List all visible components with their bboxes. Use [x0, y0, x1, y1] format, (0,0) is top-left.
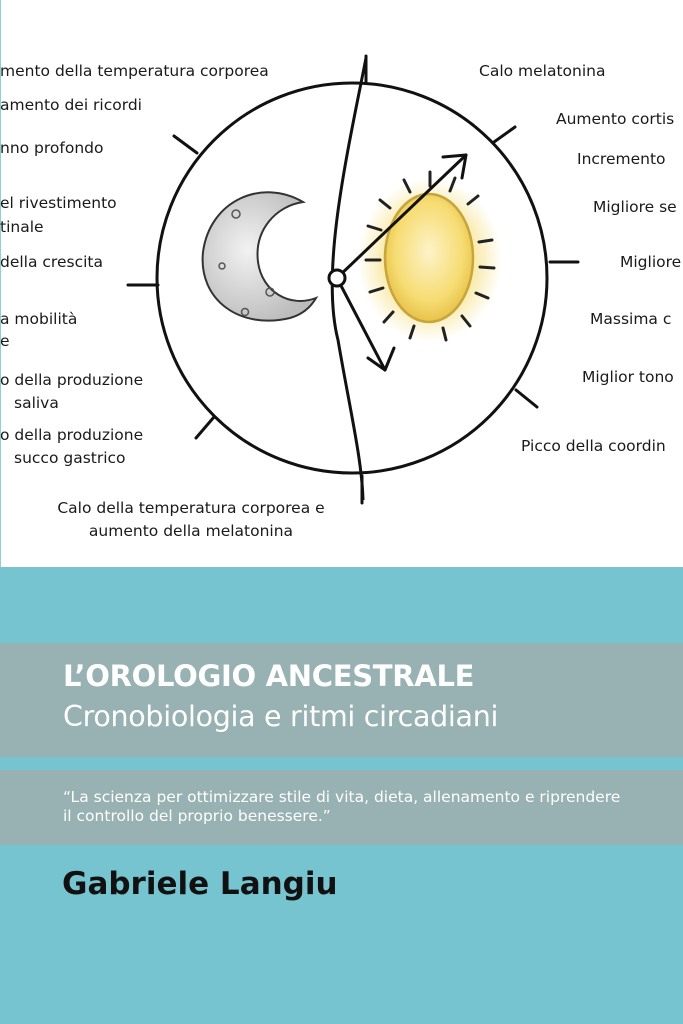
- right-label-3: Incremento: [577, 150, 666, 168]
- left-label-12: succo gastrico: [14, 449, 126, 467]
- left-label-11: o della produzione: [0, 426, 144, 444]
- right-label-5: Migliore: [620, 253, 682, 271]
- moon-icon: [203, 192, 316, 320]
- bottom-label-line-2: aumento della melatonina: [88, 522, 294, 540]
- sun-icon: [358, 172, 502, 342]
- left-label-10: saliva: [14, 394, 59, 412]
- left-label-6: della crescita: [0, 253, 103, 271]
- left-label-9: o della produzione: [0, 371, 144, 389]
- book-subtitle: Cronobiologia e ritmi circadiani: [63, 700, 499, 733]
- right-label-6: Massima c: [590, 310, 672, 328]
- right-label-1: Calo melatonina: [479, 62, 606, 80]
- author-name: Gabriele Langiu: [62, 866, 338, 902]
- right-label-2: Aumento cortis: [556, 110, 675, 128]
- right-label-8: Picco della coordin: [521, 437, 666, 455]
- left-label-2: amento dei ricordi: [0, 96, 142, 114]
- left-label-8: e: [0, 332, 10, 350]
- bottom-label-line-1: Calo della temperatura corporea e: [57, 499, 325, 517]
- book-title: L’OROLOGIO ANCESTRALE: [63, 659, 475, 693]
- left-label-1: mento della temperatura corporea: [0, 62, 269, 80]
- left-label-7: a mobilità: [0, 310, 78, 328]
- right-label-4: Migliore se: [593, 198, 677, 216]
- left-label-5: tinale: [0, 218, 44, 236]
- right-label-7: Miglior tono: [582, 368, 674, 386]
- book-tagline: “La scienza per ottimizzare stile di vita, dieta, allenamento e riprendere il controllo del proprio benessere.”: [63, 788, 621, 825]
- left-label-4: el rivestimento: [0, 194, 117, 212]
- left-label-3: nno profondo: [0, 139, 104, 157]
